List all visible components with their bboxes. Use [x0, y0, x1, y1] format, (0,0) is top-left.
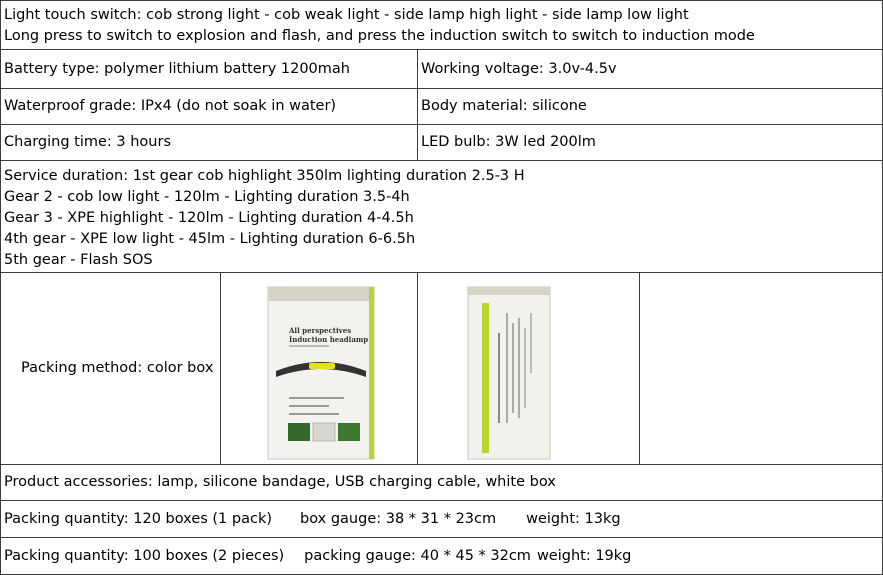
- led-bulb-text: LED bulb: 3W led 200lm: [421, 134, 596, 150]
- body-material-text: Body material: silicone: [421, 98, 587, 114]
- box-gauge-1-text: box gauge: 38 * 31 * 23cm: [300, 510, 497, 527]
- waterproof-text: Waterproof grade: IPx4 (do not soak in water): [4, 98, 337, 114]
- led-bulb-cell: [417, 124, 883, 161]
- service-duration-line-5: 5th gear - Flash SOS: [4, 252, 153, 268]
- packing-gauge-2-text: packing gauge: 40 * 45 * 32cm: [304, 547, 531, 564]
- switch-modes-line-1: Light touch switch: cob strong light - cob weak light - side lamp high light - side lamp low light: [4, 7, 689, 23]
- weight-1-text: weight: 13kg: [526, 510, 621, 527]
- packing-method-text: Packing method: color box: [21, 360, 214, 376]
- box-front-title-line-2: Induction headlamp: [289, 335, 369, 344]
- charging-time-text: Charging time: 3 hours: [4, 134, 171, 150]
- box-side-photo-cell: [417, 272, 640, 465]
- switch-modes-cell: [0, 0, 883, 50]
- packing-quantity-1-cell: [0, 500, 883, 538]
- waterproof-cell: [0, 88, 418, 125]
- service-duration-cell: [0, 160, 883, 273]
- box-front-title-line-1: All perspectives: [289, 326, 352, 335]
- empty-photo-cell: [639, 272, 883, 465]
- packing-quantity-2-text: Packing quantity: 100 boxes (2 pieces): [4, 547, 285, 564]
- packing-method-cell: [0, 272, 221, 465]
- accessories-cell: [0, 464, 883, 501]
- battery-type-cell: [0, 49, 418, 89]
- service-duration-line-3: Gear 3 - XPE highlight - 120lm - Lighting duration 4-4.5h: [4, 210, 414, 226]
- working-voltage-text: Working voltage: 3.0v-4.5v: [421, 60, 617, 77]
- switch-modes-line-2: Long press to switch to explosion and flash, and press the induction switch to switch to induction mode: [4, 28, 755, 44]
- service-duration-line-2: Gear 2 - cob low light - 120lm - Lighting duration 3.5-4h: [4, 189, 410, 205]
- packing-quantity-1-text: Packing quantity: 120 boxes (1 pack): [4, 510, 273, 527]
- accessories-text: Product accessories: lamp, silicone bandage, USB charging cable, white box: [4, 474, 556, 490]
- box-front-photo: [221, 273, 417, 464]
- weight-2-text: weight: 19kg: [536, 547, 632, 564]
- working-voltage-cell: [417, 49, 883, 89]
- battery-type-text: Battery type: polymer lithium battery 1200mah: [4, 60, 350, 77]
- box-side-photo: [418, 273, 639, 464]
- packing-quantity-2-cell: [0, 537, 883, 575]
- box-front-photo-cell: [220, 272, 418, 465]
- body-material-cell: [417, 88, 883, 125]
- charging-time-cell: [0, 124, 418, 161]
- service-duration-line-1: Service duration: 1st gear cob highlight 350lm lighting duration 2.5-3 H: [4, 168, 525, 184]
- service-duration-line-4: 4th gear - XPE low light - 45lm - Lighting duration 6-6.5h: [4, 231, 416, 247]
